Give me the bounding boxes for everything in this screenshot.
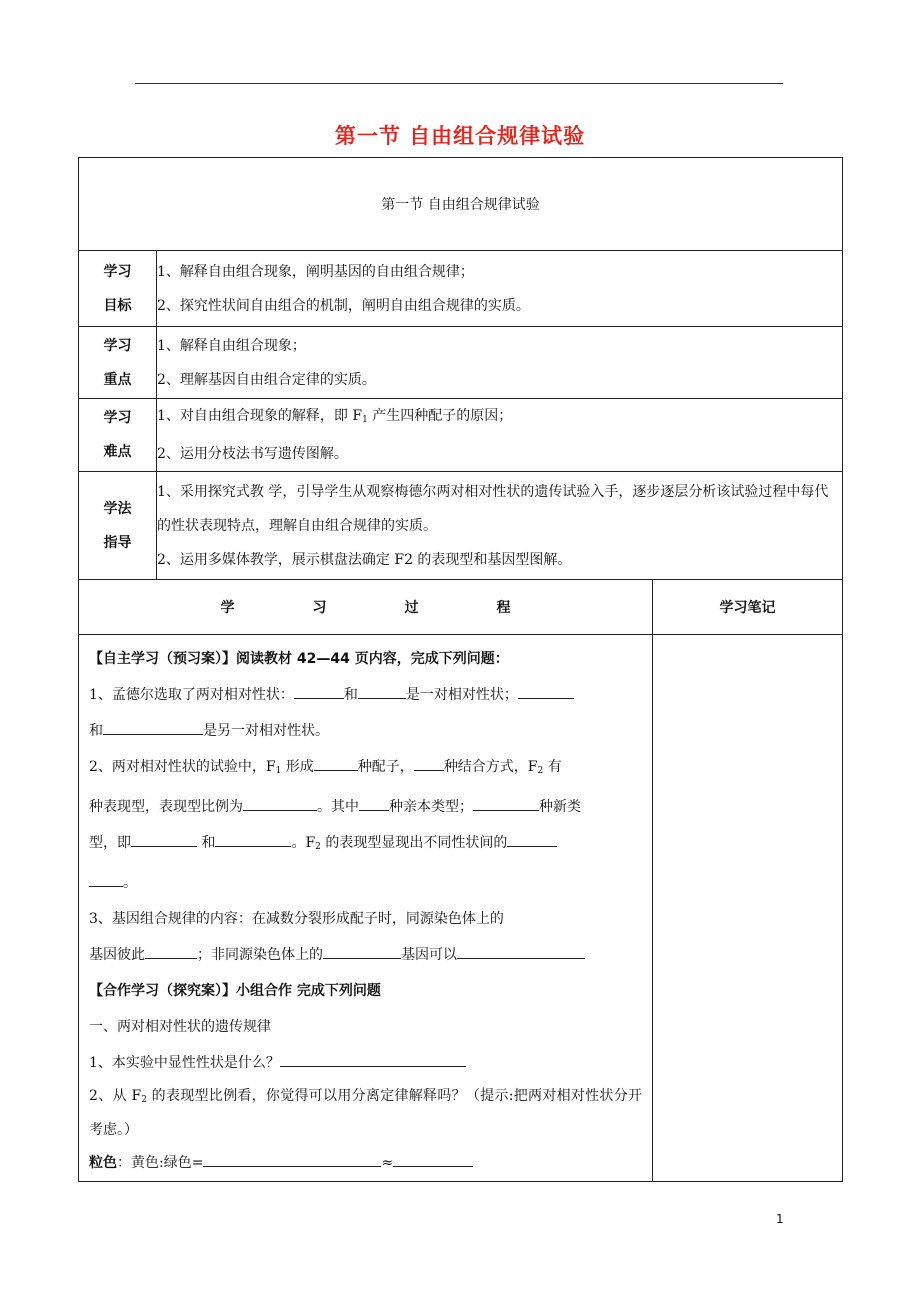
process-header: 学 习 过 程 (79, 580, 653, 635)
goals-label: 学习 目标 (79, 251, 157, 327)
blank[interactable] (131, 830, 197, 847)
blank[interactable] (103, 718, 203, 735)
cooperative-study-heading: 【合作学习（探究案）】小组合作 完成下列问题 (89, 983, 381, 999)
method-content: 1、采用探究式教 学，引导学生从观察梅德尔两对相对性状的遗传试验入手，逐步逐层分析该试验过程中每代的性状表现特点，理解自由组合规律的实质。 2、运用多媒体教学，展示棋盘法确定 F2 的表现型和基因型图解。 (157, 472, 843, 580)
lesson-table (78, 157, 843, 1182)
blank[interactable] (507, 830, 557, 847)
blank[interactable] (414, 754, 444, 771)
header-rule (135, 83, 783, 84)
explore-question-2: 2、从 $F_2$ 的表现型比例看，你觉得可以用分离定律解释吗？（提示:把两对相对性状分开考虑。） (89, 1088, 642, 1138)
blank[interactable] (314, 754, 358, 771)
blank[interactable] (457, 942, 585, 959)
blank[interactable] (294, 682, 344, 699)
question-2: 2、两对相对性状的试验中，$F_1$ 形成 种配子， 种结合方式，$F_2$ 有 种表现型，表现型比例为 。其中 种亲本类型； 种新类 型，即 和 。$F_2$ 的表现型显现出不同性状间的 。 (89, 749, 642, 901)
explore-question-1: 1、本实验中显性性状是什么？ (89, 1045, 642, 1081)
key-points-label: 学习 重点 (79, 327, 157, 399)
notes-header: 学习笔记 (653, 580, 843, 635)
blank[interactable] (89, 870, 123, 887)
page-number: 1 (776, 1212, 784, 1226)
blank[interactable] (145, 942, 197, 959)
question-1: 1、孟德尔选取了两对相对性状： 和 是一对相对性状； 和 是另一对相对性状。 (89, 677, 642, 749)
blank[interactable] (393, 1150, 473, 1167)
grain-color-line: 粒色：黄色:绿色= ≈ (89, 1145, 642, 1181)
blank[interactable] (280, 1050, 466, 1067)
page-title: 第一节 自由组合规律试验 (334, 124, 586, 148)
blank[interactable] (243, 794, 317, 811)
notes-column[interactable] (653, 635, 843, 1182)
blank[interactable] (323, 942, 401, 959)
blank[interactable] (358, 682, 406, 699)
process-content (79, 635, 653, 1182)
part-1-heading: 一、两对相对性状的遗传规律 (89, 1019, 271, 1035)
table-title: 第一节 自由组合规律试验 (79, 158, 843, 251)
difficulties-label: 学习 难点 (79, 399, 157, 472)
goals-content: 1、解释自由组合现象，阐明基因的自由组合规律； 2、探究性状间自由组合的机制，阐明自由组合规律的实质。 (157, 251, 843, 327)
blank[interactable] (359, 794, 389, 811)
blank[interactable] (518, 682, 574, 699)
blank[interactable] (215, 830, 291, 847)
difficulties-content: 1、对自由组合现象的解释，即 $F_1$ 产生四种配子的原因； 2、运用分枝法书写遗传图解。 (157, 399, 843, 472)
self-study-heading: 【自主学习（预习案）】阅读教材 42—44 页内容，完成下列问题： (89, 651, 509, 667)
method-label: 学法 指导 (79, 472, 157, 580)
blank[interactable] (473, 794, 539, 811)
question-3: 3、基因组合规律的内容：在减数分裂形成配子时，同源染色体上的 基因彼此 ；非同源染色体上的 基因可以 (89, 901, 642, 973)
blank[interactable] (203, 1150, 381, 1167)
key-points-content: 1、解释自由组合现象； 2、理解基因自由组合定律的实质。 (157, 327, 843, 399)
